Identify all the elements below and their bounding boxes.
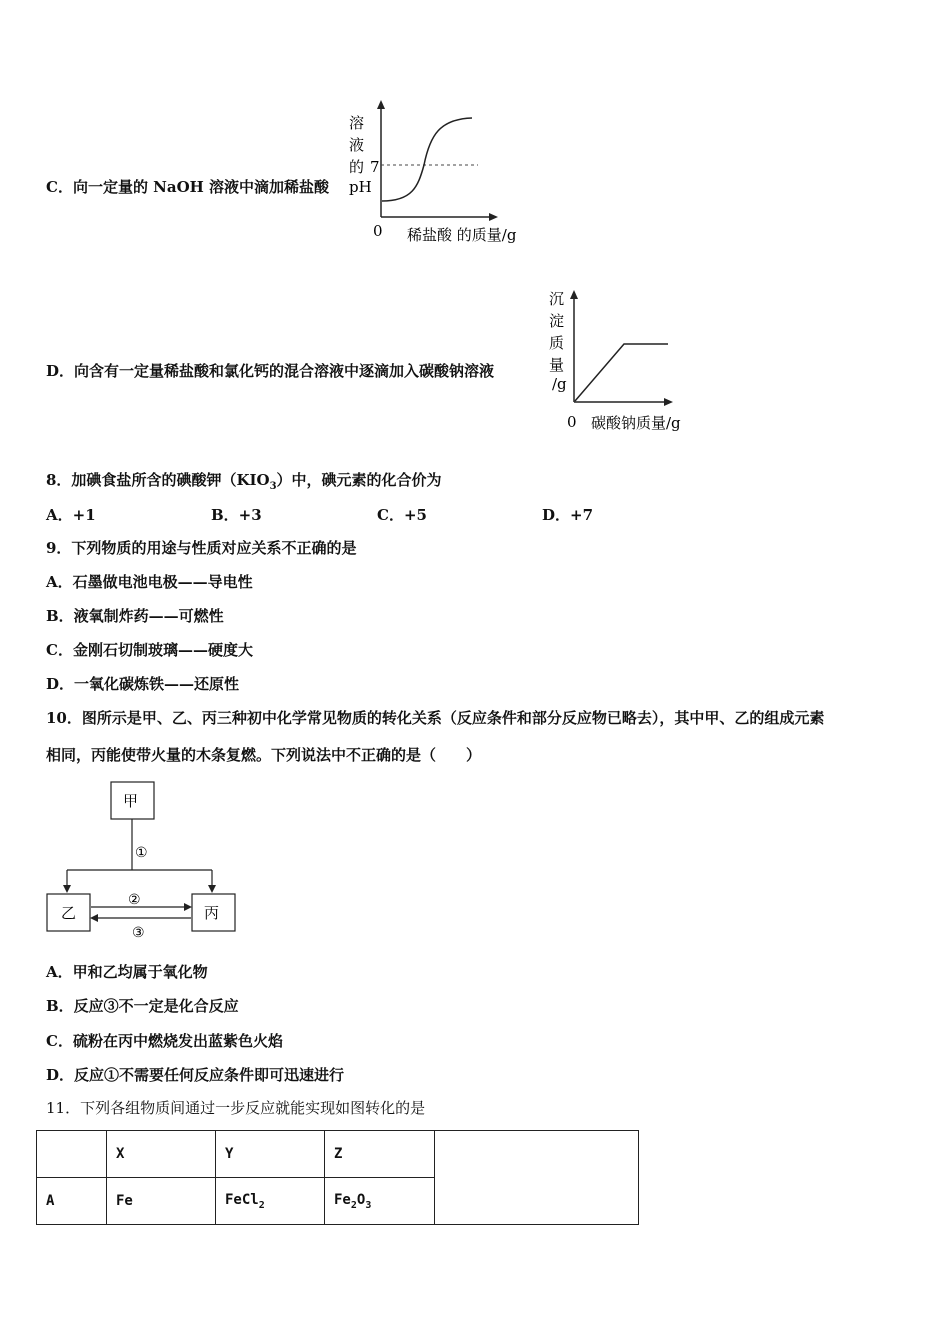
- option-d-text: D．向含有一定量稀盐酸和氯化钙的混合溶液中逐滴加入碳酸钠溶液: [46, 362, 495, 380]
- table-cell-y-sub: 2: [258, 1199, 265, 1211]
- graph-c-origin: 0: [373, 222, 383, 240]
- graph-d-precipitate-line: [575, 344, 668, 401]
- table-cell-y: [216, 1178, 325, 1225]
- arrow1-right-head: [208, 885, 216, 893]
- graph-d-x-arrow: [664, 398, 673, 406]
- q11-table: [36, 1130, 639, 1225]
- q9-stem: 9．下列物质的用途与性质对应关系不正确的是: [46, 539, 357, 557]
- graph-c-y-arrow: [377, 100, 385, 109]
- q8-option-a: A．+1: [46, 506, 96, 524]
- table-header-blank: [37, 1131, 107, 1178]
- graph-c-ylabel-2: 液: [349, 136, 365, 154]
- graph-d-ylabel-2: 淀: [549, 312, 565, 330]
- q10-stem-line1: 10．图所示是甲、乙、丙三种初中化学常见物质的转化关系（反应条件和部分反应物已略去），其中甲、乙的组成元素: [46, 709, 825, 727]
- q9-option-b: B．液氧制炸药——可燃性: [46, 607, 224, 625]
- box-bing-label: 丙: [204, 904, 220, 922]
- arrow2-head: [184, 903, 192, 911]
- graph-d-origin: 0: [567, 413, 577, 431]
- graph-d-ylabel-5: /g: [552, 375, 567, 393]
- graph-c-xlabel: 稀盐酸 的质量/g: [407, 226, 517, 244]
- table-cell-y-base: FeCl: [225, 1191, 259, 1208]
- table-header-row: [37, 1131, 639, 1178]
- table-cell-x: Fe: [107, 1178, 216, 1225]
- arrow3-head: [90, 914, 98, 922]
- table-cell-z-o: O: [356, 1191, 366, 1208]
- q9-option-d: D．一氧化碳炼铁——还原性: [46, 675, 240, 693]
- q8-option-d: D．+7: [542, 506, 594, 524]
- table-cell-z: [325, 1178, 435, 1225]
- graph-c-tick-7: 7: [370, 158, 380, 176]
- table-header-z: Z: [325, 1131, 435, 1178]
- q10-stem-line2: 相同，丙能使带火量的木条复燃。下列说法中不正确的是（ ）: [46, 746, 482, 764]
- arrow1-label: ①: [135, 845, 148, 861]
- q8-stem: [46, 470, 442, 497]
- table-cell-z-fe: Fe: [334, 1191, 351, 1208]
- table-cell-z-sub1: 2: [350, 1199, 357, 1211]
- table-diagram-cell: [435, 1131, 639, 1225]
- q8-option-b: B．+3: [211, 506, 262, 524]
- q8-stem-sub: 3: [269, 481, 277, 492]
- graph-d-xlabel: 碳酸钠质量/g: [591, 414, 681, 432]
- graph-c-x-arrow: [489, 213, 498, 221]
- table-header-y: Y: [216, 1131, 325, 1178]
- q8-stem-pre: 8．加碘食盐所含的碘酸钾（KIO: [46, 471, 270, 489]
- graph-c-ylabel-4: pH: [349, 178, 372, 196]
- q10-option-d: D．反应①不需要任何反应条件即可迅速进行: [46, 1066, 345, 1084]
- q10-option-b: B．反应③不一定是化合反应: [46, 997, 239, 1015]
- graph-c-ylabel-3: 的: [349, 158, 365, 176]
- q8-option-c: C．+5: [377, 506, 427, 524]
- conversion-diagram: [40, 775, 250, 940]
- graph-c-ph-curve: [382, 118, 472, 201]
- table-row-label: A: [37, 1178, 107, 1225]
- q8-stem-post: ）中，碘元素的化合价为: [276, 471, 442, 489]
- q11-stem: 11．下列各组物质间通过一步反应就能实现如图转化的是: [46, 1099, 426, 1117]
- arrow2-label: ②: [128, 892, 141, 908]
- q10-option-c: C．硫粉在丙中燃烧发出蓝紫色火焰: [46, 1032, 283, 1050]
- graph-d-y-arrow: [570, 290, 578, 299]
- graph-d-ylabel-4: 量: [549, 356, 565, 374]
- precipitate-graph: [540, 282, 700, 437]
- table-header-x: X: [107, 1131, 216, 1178]
- q9-option-c: C．金刚石切制玻璃——硬度大: [46, 641, 253, 659]
- graph-d-ylabel-1: 沉: [549, 290, 565, 308]
- arrow1-left-head: [63, 885, 71, 893]
- box-jia-label: 甲: [123, 792, 139, 810]
- graph-d-ylabel-3: 质: [549, 334, 565, 352]
- option-c-text: C．向一定量的 NaOH 溶液中滴加稀盐酸: [46, 178, 330, 196]
- q10-option-a: A．甲和乙均属于氧化物: [46, 963, 208, 981]
- table-cell-z-sub2: 3: [365, 1199, 372, 1211]
- ph-curve-graph: [340, 95, 540, 250]
- box-yi-label: 乙: [61, 904, 77, 922]
- graph-c-ylabel-1: 溶: [349, 114, 365, 132]
- arrow3-label: ③: [132, 925, 145, 940]
- q9-option-a: A．石墨做电池电极——导电性: [46, 573, 253, 591]
